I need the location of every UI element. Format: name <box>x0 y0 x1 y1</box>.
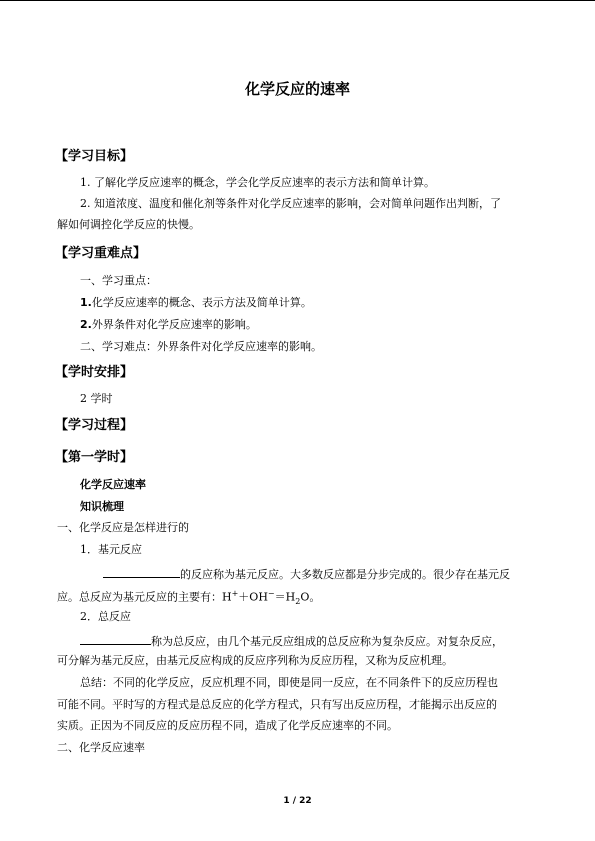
subtitle-reaction-rate: 化学反应速率 <box>80 478 146 491</box>
section-heading-key-points: 【学习重难点】 <box>55 246 147 261</box>
summary-line-1: 总结：不同的化学反应，反应机理不同，即使是同一反应，在不同条件下的反应历程也 <box>80 676 498 689</box>
schedule-hours: 2 学时 <box>80 392 113 405</box>
summary-line-2: 可能不同。平时写的方程式是总反应的化学方程式，只有写出反应历程，才能揭示出反应的 <box>57 698 497 711</box>
section-heading-schedule: 【学时安排】 <box>55 365 134 380</box>
item-1-line-1 <box>103 566 510 582</box>
item-1-line-2: 应。总反应为基元反应的主要有：$H^++OH^-=H_2O$。 <box>57 589 321 606</box>
key-point-1-number: 1. <box>80 296 92 309</box>
section-heading-process: 【学习过程】 <box>55 418 134 433</box>
header-rule <box>0 0 595 1</box>
page-number: 1 / 22 <box>283 796 312 806</box>
section-heading-first-period: 【第一学时】 <box>55 450 134 465</box>
key-point-1 <box>80 296 312 310</box>
key-points-heading-1: 一、学习重点： <box>80 274 157 287</box>
item-2-line-1 <box>80 633 503 649</box>
part-1-heading: 一、化学反应是怎样进行的 <box>57 521 189 534</box>
goal-item-2-line1: 2. 知道浓度、温度和催化剂等条件对化学反应速率的影响，会对简单问题作出判断，了 <box>80 197 501 210</box>
item-1-line-1-text: 的反应称为基元反应。大多数反应都是分步完成的。很少存在基元反 <box>180 568 510 581</box>
goal-item-2-line2: 解如何调控化学反应的快慢。 <box>57 218 200 231</box>
section-heading-goals: 【学习目标】 <box>55 149 134 164</box>
key-point-2-text: 外界条件对化学反应速率的影响。 <box>91 318 257 331</box>
key-points-heading-2: 二、学习难点：外界条件对化学反应速率的影响。 <box>80 340 322 353</box>
summary-line-3: 实质。正因为不同反应的反应历程不同，造成了化学反应速率的不同。 <box>57 719 398 732</box>
fill-in-blank-1[interactable] <box>103 566 180 578</box>
goal-item-1: 1. 了解化学反应速率的概念，学会化学反应速率的表示方法和简单计算。 <box>80 176 435 189</box>
item-2-label: 2．总反应 <box>80 610 131 623</box>
item-2-line-1-text: 称为总反应，由几个基元反应组成的总反应称为复杂反应。对复杂反应， <box>151 635 503 648</box>
key-point-2 <box>80 318 257 332</box>
fill-in-blank-2[interactable] <box>80 633 151 645</box>
subtitle-knowledge-review: 知识梳理 <box>80 500 124 513</box>
item-1-label: 1．基元反应 <box>80 543 142 556</box>
item-2-line-2: 可分解为基元反应，由基元反应构成的反应序列称为反应历程，又称为反应机理。 <box>57 654 453 667</box>
key-point-1-text: 化学反应速率的概念、表示方法及简单计算。 <box>91 296 312 309</box>
key-point-2-number: 2. <box>80 318 92 331</box>
part-2-heading: 二、化学反应速率 <box>57 741 145 754</box>
page-title: 化学反应的速率 <box>244 80 350 98</box>
